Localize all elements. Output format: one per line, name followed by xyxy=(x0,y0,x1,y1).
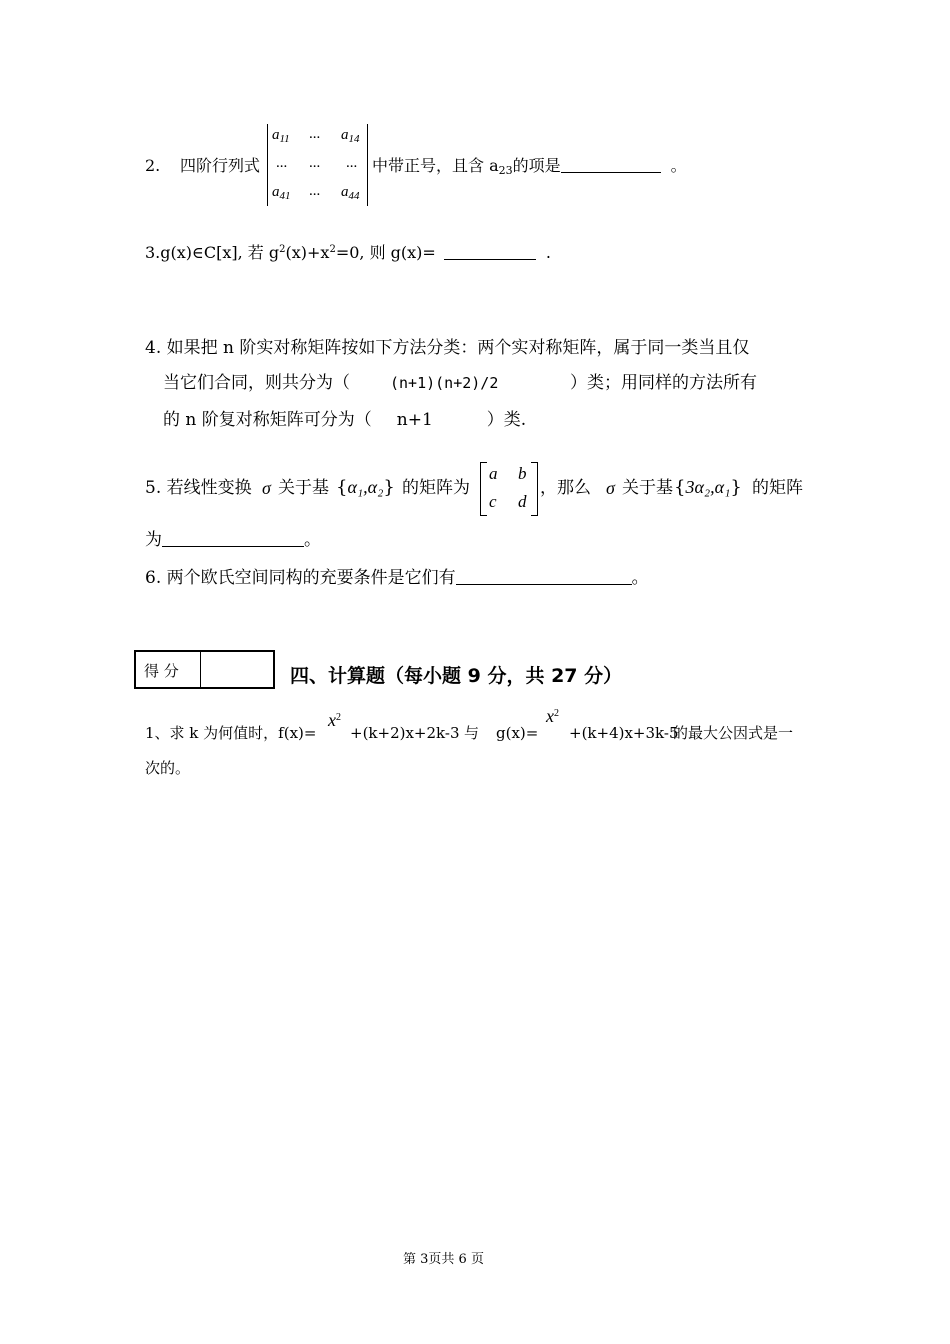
c1-line2: 次的。 xyxy=(145,759,191,777)
q5-p3: 的矩阵为 xyxy=(402,478,470,498)
q2-suffix-sub: 23 xyxy=(498,164,513,177)
det-a41: $a_{41}$ xyxy=(272,184,291,202)
q5-p1: 5. 若线性变换 xyxy=(145,478,252,498)
det-a14: $a_{14}$ xyxy=(341,127,360,145)
c1-x2-base: x xyxy=(546,706,554,726)
q6-end: 。 xyxy=(631,568,649,588)
page-footer: 第 3页共 6 页 xyxy=(403,1252,484,1267)
c1-p2: +(k+2)x+2k-3 xyxy=(350,724,460,742)
q4-line3-a: 的 n 阶复对称矩阵可分为（ xyxy=(163,410,372,430)
q4-line2-a: 当它们合同，则共分为（ xyxy=(163,373,350,393)
q3-part2: (x)+x xyxy=(285,243,330,262)
q4-line3-b: ）类. xyxy=(486,410,527,430)
q5-m21: c xyxy=(489,492,497,511)
q3-line xyxy=(145,239,551,264)
q5-m12: b xyxy=(518,464,527,483)
q6-text: 6. 两个欧氏空间同构的充要条件是它们有 xyxy=(145,568,456,588)
q4-line2-b: ）类；用同样的方法所有 xyxy=(570,373,757,393)
section-title: 四、计算题（每小题 9 分，共 27 分） xyxy=(290,665,623,687)
q3-end: . xyxy=(545,243,551,262)
det-r1c2: ... xyxy=(309,126,321,142)
q2-suffix-a: 中带正号，且含 a xyxy=(372,156,499,175)
q5-m11: a xyxy=(489,464,498,483)
c1-x2 xyxy=(546,706,559,727)
q2-prefix: 四阶行列式 xyxy=(180,156,261,175)
q2-suffix xyxy=(372,155,687,182)
score-divider xyxy=(200,652,201,687)
q2-number: 2. xyxy=(145,156,161,175)
q5-matrix-right-bracket xyxy=(531,462,538,516)
c1-x1-sup: 2 xyxy=(336,712,341,723)
q5-basis1-text: α₁,α₂ xyxy=(347,477,384,497)
q3-answer-blank[interactable] xyxy=(444,243,536,260)
det-a11: $a_{11}$ xyxy=(272,127,290,145)
c1-x1-base: x xyxy=(328,710,336,730)
score-field[interactable] xyxy=(202,652,272,687)
q5-p6: 的矩阵 xyxy=(752,478,803,498)
q5-line2 xyxy=(145,529,321,551)
q5-p2: 关于基 xyxy=(278,478,329,498)
q5-basis2-text: 3α₂,α₁ xyxy=(685,477,731,497)
c1-p6: 的最大公因式是一 xyxy=(673,724,794,742)
q4-answer2[interactable]: n+1 xyxy=(396,410,433,430)
q5-line2-text: 为 xyxy=(145,530,162,550)
q3-sup2: 2 xyxy=(329,244,336,255)
q4-answer1[interactable]: (n+1)(n+2)/2 xyxy=(390,374,499,392)
score-label: 得 分 xyxy=(144,662,179,680)
c1-p3: 与 xyxy=(464,724,480,742)
det-a44: $a_{44}$ xyxy=(341,184,360,202)
q6-line xyxy=(145,567,649,589)
q5-p5: 关于基 xyxy=(622,478,673,498)
q5-p4: ，那么 xyxy=(540,478,591,498)
q5-sigma2: σ xyxy=(606,478,615,498)
q3-sup1: 2 xyxy=(279,244,286,255)
c1-x1 xyxy=(328,710,341,731)
q5-end: 。 xyxy=(304,530,321,550)
c1-p4: g(x)= xyxy=(496,724,539,742)
det-left-bar xyxy=(267,124,268,206)
q5-answer-blank[interactable] xyxy=(162,530,304,547)
q2-end: 。 xyxy=(670,156,687,175)
c1-p1: 1、求 k 为何值时，f(x)= xyxy=(145,724,317,742)
det-right-bar xyxy=(367,124,368,206)
q6-answer-blank[interactable] xyxy=(456,568,632,585)
q4-line1: 4. 如果把 n 阶实对称矩阵按如下方法分类：两个实对称矩阵，属于同一类当且仅 xyxy=(145,338,750,358)
q2-suffix-b: 的项是 xyxy=(512,156,561,175)
q5-matrix-left-bracket xyxy=(480,462,487,516)
q5-basis1: {α₁,α₂} xyxy=(336,477,395,498)
c1-p5: +(k+4)x+3k-5 xyxy=(569,724,679,742)
det-r2c1: ... xyxy=(276,155,288,171)
q5-basis2: {3α₂,α₁} xyxy=(674,477,742,498)
det-r2c2: ... xyxy=(309,155,321,171)
q2-answer-blank[interactable] xyxy=(561,156,661,173)
det-r2c3: ... xyxy=(346,155,358,171)
q5-m22: d xyxy=(518,492,527,511)
c1-x2-sup: 2 xyxy=(554,708,559,719)
score-box xyxy=(134,650,275,689)
det-r3c2: ... xyxy=(309,183,321,199)
q4-line3 xyxy=(163,409,526,431)
q5-sigma: σ xyxy=(262,478,271,498)
q3-part1: 3.g(x)∈C[x], 若 g xyxy=(145,243,280,262)
q3-part3: =0, 则 g(x)= xyxy=(335,243,436,262)
q4-line2 xyxy=(163,372,757,394)
